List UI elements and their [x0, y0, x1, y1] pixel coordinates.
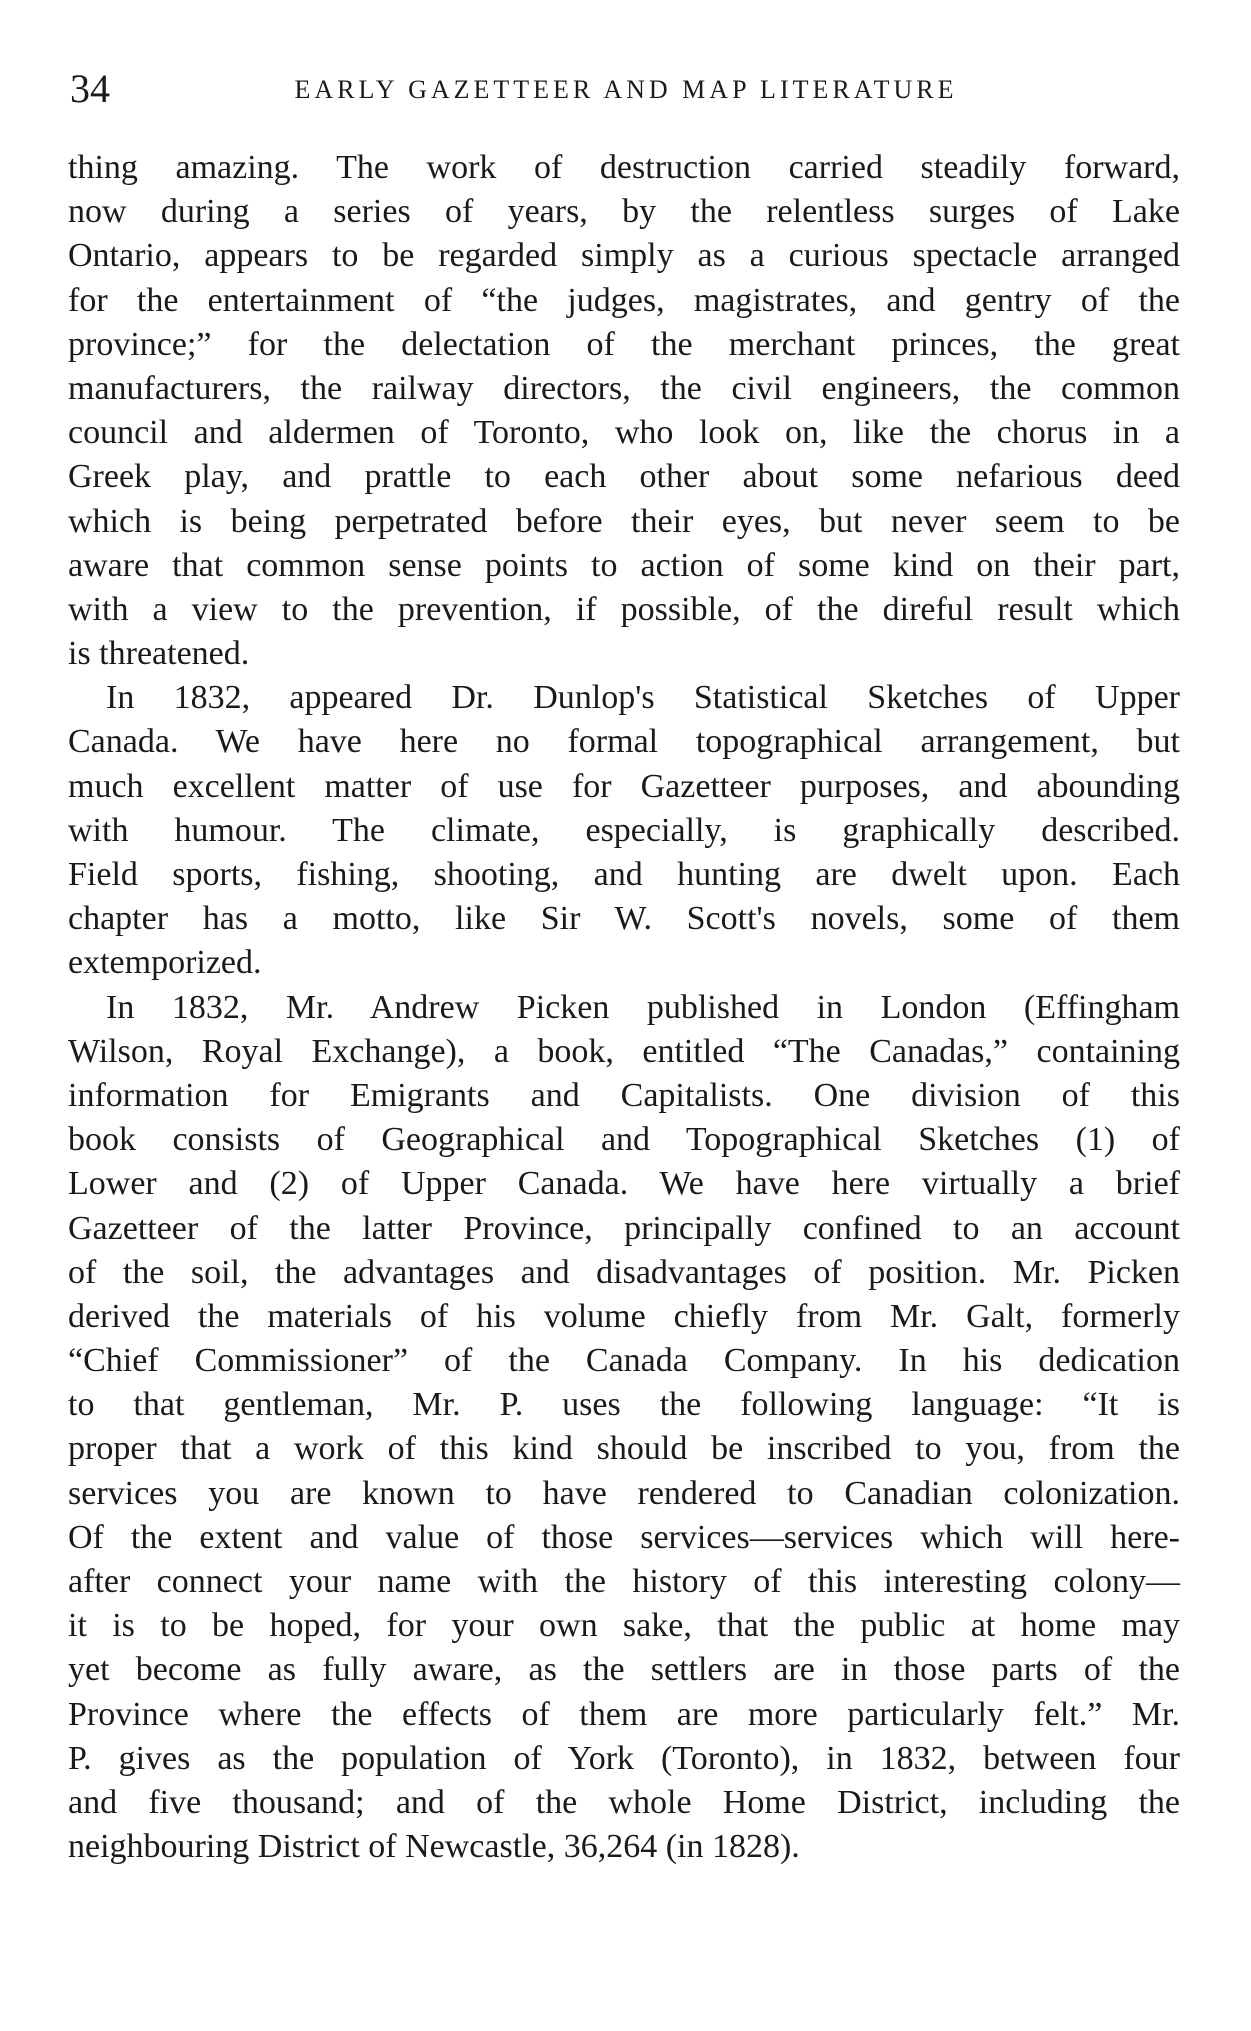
text-line: Gazetteer of the latter Province, principally confined to an account	[68, 1209, 1180, 1247]
text-line: “Chief Commissioner” of the Canada Company. In his dedication	[68, 1342, 1180, 1380]
text-line: for the entertainment of “the judges, magistrates, and gentry of the	[68, 281, 1180, 319]
text-line: Wilson, Royal Exchange), a book, entitled “The Canadas,” containing	[68, 1032, 1180, 1070]
text-line: Canada. We have here no formal topographical arrangement, but	[68, 723, 1180, 761]
text-line: of the soil, the advantages and disadvantages of position. Mr. Picken	[68, 1253, 1180, 1291]
text-line: Field sports, fishing, shooting, and hunting are dwelt upon. Each	[68, 856, 1180, 893]
text-line: Of the extent and value of those services—services which will here-	[68, 1518, 1180, 1556]
text-line: manufacturers, the railway directors, the civil engineers, the common	[68, 369, 1180, 407]
body-text	[68, 146, 1180, 1869]
text-line: and five thousand; and of the whole Home District, including the	[68, 1783, 1180, 1821]
text-line: In 1832, appeared Dr. Dunlop's Statistical Sketches of Upper	[106, 679, 1180, 717]
text-line: derived the materials of his volume chiefly from Mr. Galt, formerly	[68, 1297, 1180, 1335]
paragraph	[68, 146, 1180, 676]
text-line: with humour. The climate, especially, is graphically described.	[68, 811, 1180, 849]
text-line: Ontario, appears to be regarded simply as a curious spectacle arranged	[68, 237, 1180, 275]
text-line: is threatened.	[68, 635, 250, 673]
text-line: extemporized.	[68, 944, 262, 982]
text-line: to that gentleman, Mr. P. uses the following language: “It is	[68, 1386, 1180, 1424]
text-line: services you are known to have rendered to Canadian colonization.	[68, 1474, 1180, 1512]
text-line: P. gives as the population of York (Toronto), in 1832, between four	[68, 1739, 1180, 1777]
text-line: thing amazing. The work of destruction carried steadily forward,	[68, 149, 1180, 186]
paragraph	[68, 676, 1180, 985]
text-line: with a view to the prevention, if possible, of the direful result which	[68, 590, 1180, 628]
running-head: EARLY GAZETTEER AND MAP LITERATURE	[294, 75, 958, 104]
text-line: neighbouring District of Newcastle, 36,264 (in 1828).	[68, 1828, 800, 1866]
text-line: Province where the effects of them are more particularly felt.” Mr.	[68, 1695, 1180, 1733]
text-line: Greek play, and prattle to each other about some nefarious deed	[68, 458, 1180, 496]
page-header	[70, 64, 1182, 114]
text-line: yet become as fully aware, as the settlers are in those parts of the	[68, 1651, 1180, 1689]
text-line: which is being perpetrated before their eyes, but never seem to be	[68, 502, 1180, 540]
text-line: after connect your name with the history of this interesting colony—	[68, 1563, 1180, 1600]
text-line: it is to be hoped, for your own sake, that the public at home may	[68, 1607, 1180, 1645]
text-line: proper that a work of this kind should be inscribed to you, from the	[68, 1430, 1180, 1468]
text-line: book consists of Geographical and Topographical Sketches (1) of	[68, 1121, 1180, 1159]
text-line: now during a series of years, by the relentless surges of Lake	[68, 193, 1180, 231]
text-line: information for Emigrants and Capitalists. One division of this	[68, 1076, 1180, 1114]
text-line: Lower and (2) of Upper Canada. We have here virtually a brief	[68, 1165, 1180, 1203]
paragraph	[68, 986, 1180, 1870]
page-number: 34	[70, 66, 110, 111]
text-line: In 1832, Mr. Andrew Picken published in London (Effingham	[106, 988, 1180, 1026]
text-line: aware that common sense points to action of some kind on their part,	[68, 546, 1180, 584]
text-line: province;” for the delectation of the merchant princes, the great	[68, 325, 1180, 363]
text-line: much excellent matter of use for Gazetteer purposes, and abounding	[68, 767, 1180, 805]
text-line: chapter has a motto, like Sir W. Scott's novels, some of them	[68, 900, 1180, 938]
text-line: council and aldermen of Toronto, who look on, like the chorus in a	[68, 414, 1180, 452]
